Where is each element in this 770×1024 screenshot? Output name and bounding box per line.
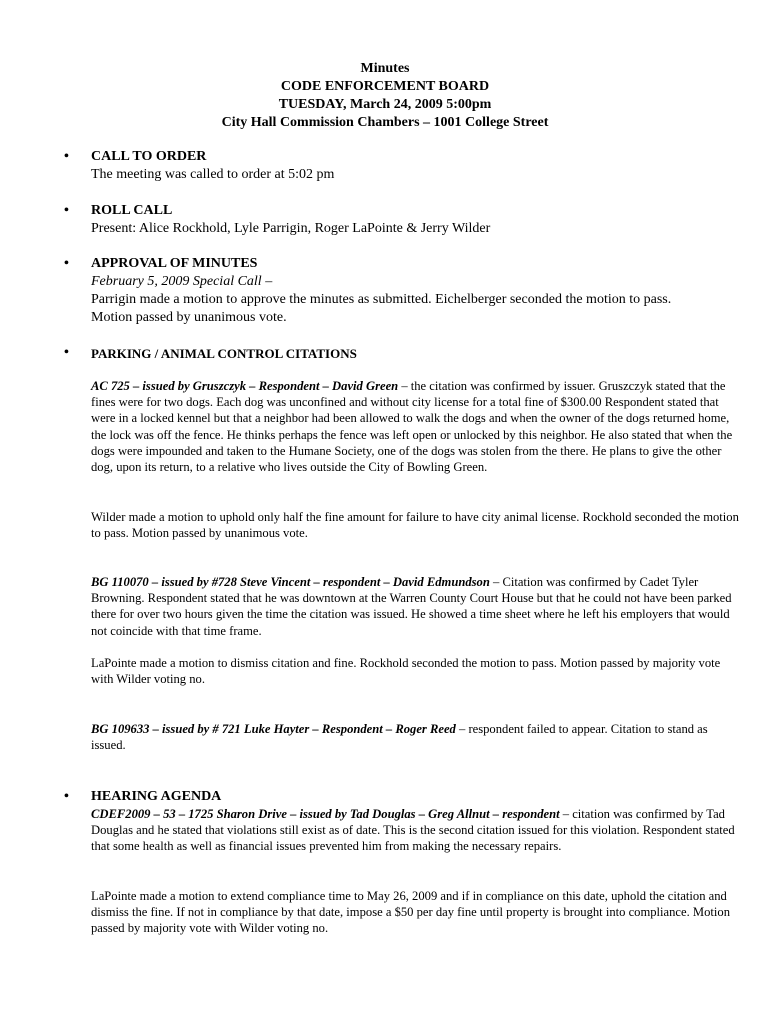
citation-title: BG 109633 – issued by # 721 Luke Hayter – Respondent – Roger Reed [91,722,456,736]
motion-ac725: Wilder made a motion to uphold only half the fine amount for failure to have city animal license. Rockhold seconded the motion to pass. Motion passed by unanimous vote. [91,510,739,541]
call-to-order-text: The meeting was called to order at 5:02 pm [91,167,335,182]
header-date: TUESDAY, March 24, 2009 5:00pm [278,97,492,112]
citation-title: AC 725 – issued by Gruszczyk – Respondent – David Green [91,379,399,393]
header-location: City Hall Commission Chambers – 1001 College Street [221,115,549,130]
approval-text: Parrigin made a motion to approve the minutes as submitted. Eichelberger seconded the motion to pass. Motion passed by unanimous vote. [91,292,672,325]
bullet-icon: • [64,149,69,164]
citation-bg109633 [91,721,741,753]
citation-text: – the citation was confirmed by issuer. Gruszczyk stated that the fines were for two dogs. Each dog was unconfined and without city license for a total fine of $300.00 Respondent stated that were in a locked kennel but that a neighbor had been allowed to walk the dogs and when the owner of the dogs returned home, the lock was off the fence. He thinks perhaps the fence was left open or unlocked by this neighbor. He also stated that when the dogs were impounded and taken to the Humane Society, one of the dogs was stolen from the there. He plans to give the other dog, upon its return, to a relative who lives outside the City of Bowling Green. [91,379,733,475]
call-to-order-heading: CALL TO ORDER [91,149,207,164]
header-board: CODE ENFORCEMENT BOARD [280,79,490,94]
bullet-icon: • [64,256,69,271]
citation-title: BG 110070 – issued by #728 Steve Vincent – respondent – David Edmundson [91,575,490,589]
roll-call-text: Present: Alice Rockhold, Lyle Parrigin, Roger LaPointe & Jerry Wilder [91,221,491,236]
motion-bg110070: LaPointe made a motion to dismiss citation and fine. Rockhold seconded the motion to pass. Motion passed by majority vote with Wilder voting no. [91,656,721,687]
approval-heading: APPROVAL OF MINUTES [91,256,258,271]
approval-subheading: February 5, 2009 Special Call – [91,274,273,289]
hearing-case-cdef2009-53 [91,806,741,855]
case-text: – citation was confirmed by Tad Douglas and he stated that violations still exist as of date. This is the second citation issued for this violation. Respondent stated that some health as well as financial issues prevented him from making the necessary repairs. [91,807,735,854]
motion-cdef2009-53: LaPointe made a motion to extend compliance time to May 26, 2009 and if in compliance on this date, uphold the citation and dismiss the fine. If not in compliance by that date, impose a $50 per day fine until property is brought into compliance. Motion passed by majority vote with Wilder voting no. [91,889,730,936]
bullet-icon: • [64,789,69,804]
bullet-icon: • [64,203,69,218]
parking-heading: PARKING / ANIMAL CONTROL CITATIONS [91,346,357,361]
case-title: CDEF2009 – 53 – 1725 Sharon Drive – issued by Tad Douglas – Greg Allnut – respondent [91,807,560,821]
header-title: Minutes [360,61,410,76]
citation-text: – respondent failed to appear. Citation to stand as issued. [91,722,708,753]
citation-ac725 [91,378,741,475]
citation-text: – Citation was confirmed by Cadet Tyler Browning. Respondent stated that he was downtown at the Warren County Court House but that he could not have been parked there for over two hours given the time the citation was issued. He showed a time sheet where he left his employers that would not coincide with that time frame. [91,575,732,638]
bullet-icon: • [64,345,69,360]
roll-call-heading: ROLL CALL [91,203,173,218]
hearing-heading: HEARING AGENDA [91,789,222,804]
document-header [0,60,770,132]
citation-bg110070 [91,574,741,639]
